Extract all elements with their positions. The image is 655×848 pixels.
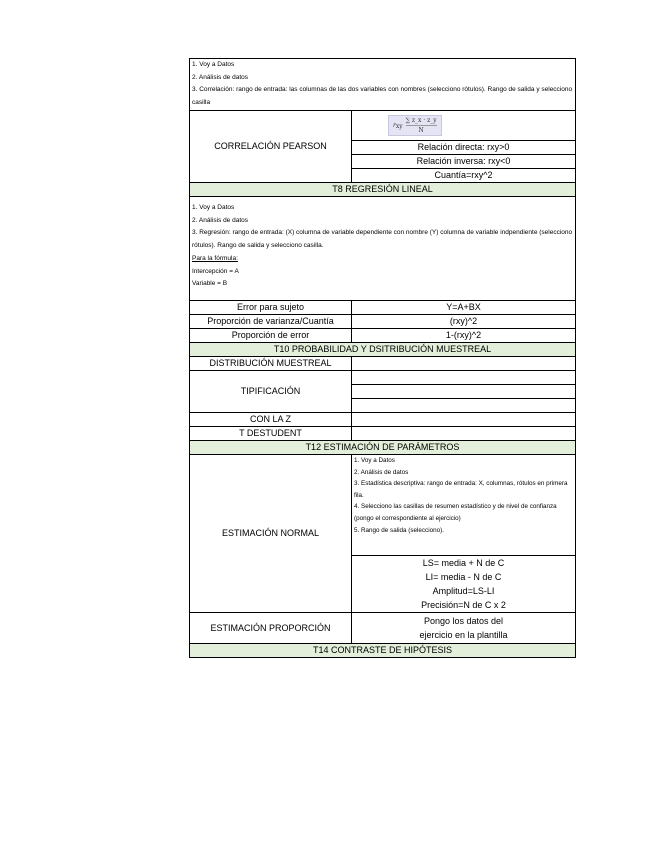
relacion-directa: Relación directa: rxy>0	[352, 141, 576, 155]
tip-value-1	[352, 371, 576, 385]
step-1: 1. Voy a Datos	[192, 61, 235, 68]
pearson-formula	[388, 115, 442, 136]
proporcion-text-1: Pongo los datos del	[423, 616, 504, 626]
error-value: Y=A+BX	[352, 301, 576, 315]
prop-error-label: Proporción de error	[190, 329, 352, 343]
t12-steps	[352, 455, 576, 556]
t12-header: T12 ESTIMACIÓN DE PARÁMETROS	[190, 441, 576, 455]
step-3: 3. Correlación: rango de entrada: las columnas de las dos variables con nombres (selecciono rótulos). Rango de salida y selecciono casilla	[192, 86, 573, 107]
proporcion-text	[352, 613, 576, 644]
estimacion-normal: ESTIMACIÓN NORMAL	[190, 455, 352, 613]
formula-denominator: N	[418, 127, 424, 134]
pearson-label: CORRELACIÓN PEARSON	[190, 111, 352, 183]
t-destudent-value	[352, 427, 576, 441]
dist-value	[352, 357, 576, 371]
formula-amplitud: Amplitud=LS-LI	[352, 584, 576, 598]
formula-numerator: ∑ z_x · z_y	[405, 117, 437, 124]
t12-step-2: 2. Análisis de datos	[354, 468, 409, 476]
tipificacion: TIPIFICACIÓN	[190, 371, 352, 413]
formula-ls: LS= media + N de C	[352, 556, 576, 571]
t12-step-5: 5. Rango de salida (selecciono).	[354, 526, 444, 534]
spreadsheet-sheet	[189, 58, 575, 658]
t8-steps	[190, 197, 576, 301]
con-la-z: CON LA Z	[190, 413, 352, 427]
t12-step-1: 1. Voy a Datos	[354, 457, 395, 464]
tip-value-2	[352, 385, 576, 399]
varianza-value: (rxy)^2	[352, 315, 576, 329]
t8-step-3: 3. Regresión: rango de entrada: (X) columna de variable dependiente con nombre (Y) columna de variable indpendiente (selecciono rótulos). Rango de salida y selecciono casilla.	[192, 229, 573, 250]
notes-table	[189, 58, 576, 658]
t12-step-4: 4. Selecciono las casillas de resumen estadístico y de nivel de confianza (pongo el correspondiente al ejercicio)	[354, 503, 557, 522]
variable: Variable = B	[192, 280, 228, 288]
formula-title: Para la fórmula:	[192, 254, 238, 262]
correlation-steps	[190, 59, 576, 111]
estimacion-proporcion: ESTIMACIÓN PROPORCIÓN	[190, 613, 352, 644]
formula-lhs-sub: xy	[395, 122, 403, 130]
cuantia: Cuantía=rxy^2	[352, 169, 576, 183]
intercept: Intercepción = A	[192, 267, 239, 275]
formula-precision: Precisión=N de C x 2	[352, 598, 576, 613]
error-label: Error para sujeto	[190, 301, 352, 315]
t8-step-2: 2. Análisis de datos	[192, 216, 249, 224]
varianza-label: Proporción de varianza/Cuantía	[190, 315, 352, 329]
dist-muestreal: DISTRIBUCIÓN MUESTREAL	[190, 357, 352, 371]
relacion-inversa: Relación inversa: rxy<0	[352, 155, 576, 169]
formula-lhs: r	[393, 121, 396, 129]
t12-step-3: 3. Estadística descriptiva: rango de entrada: X, columnas, rótulos en primera fila.	[354, 480, 568, 499]
formula-li: LI= media - N de C	[352, 570, 576, 584]
prop-error-value: 1-(rxy)^2	[352, 329, 576, 343]
t10-header: T10 PROBABILIDAD Y DSITRIBUCIÓN MUESTREAL	[190, 343, 576, 357]
step-2: 2. Análisis de datos	[192, 73, 249, 81]
tip-value-3	[352, 399, 576, 413]
t8-header: T8 REGRESIÓN LINEAL	[190, 183, 576, 197]
t8-step-1: 1. Voy a Datos	[192, 204, 235, 211]
t-destudent: T DESTUDENT	[190, 427, 352, 441]
con-la-z-value	[352, 413, 576, 427]
t14-header: T14 CONTRASTE DE HIPÓTESIS	[190, 644, 576, 658]
proporcion-text-2: ejercicio en la plantilla	[419, 630, 508, 640]
pearson-formula-cell	[352, 111, 576, 141]
